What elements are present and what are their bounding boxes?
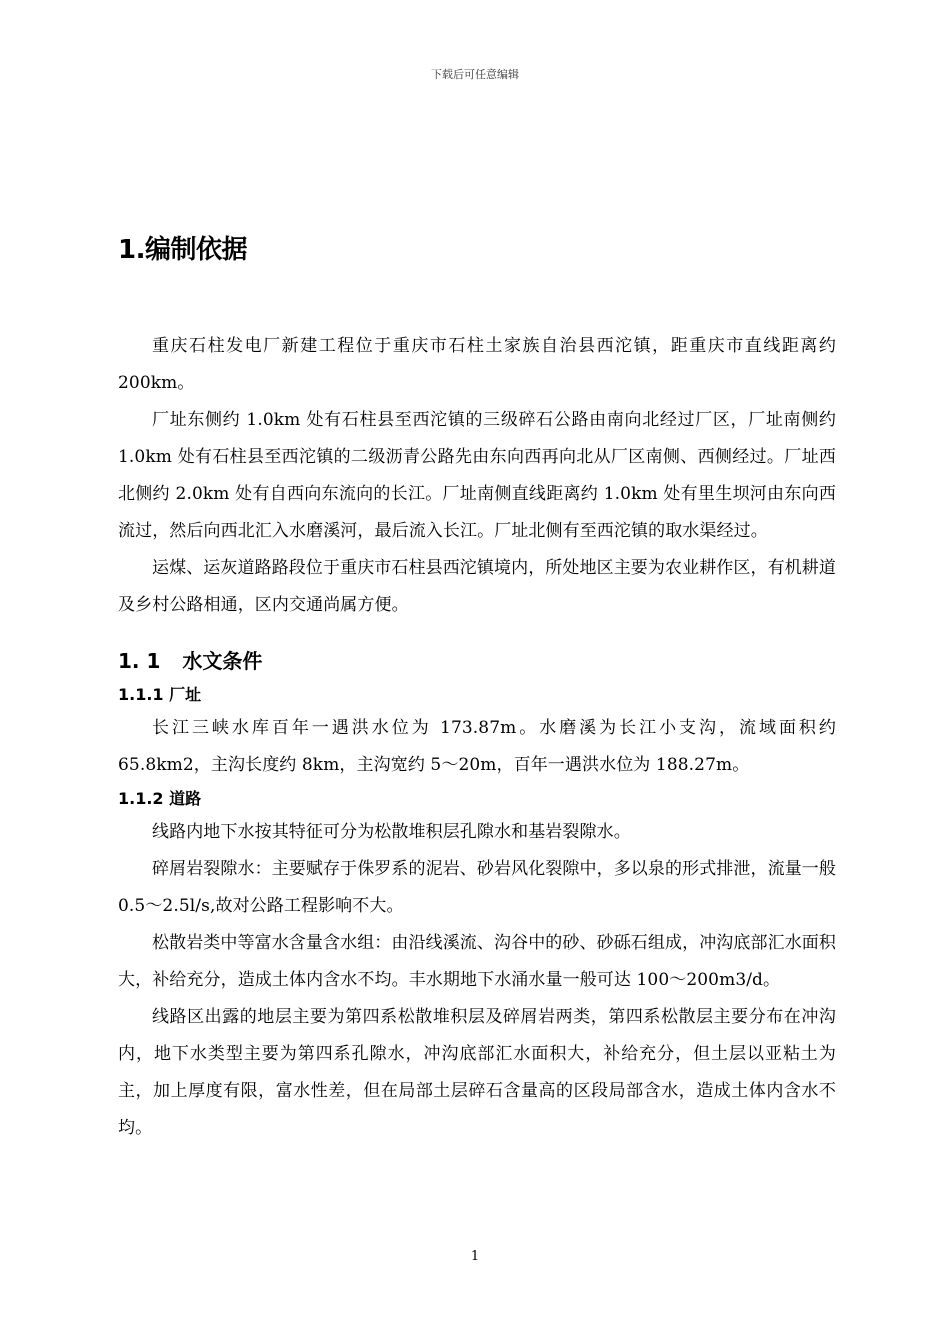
section-heading-1-1 (118, 644, 836, 678)
chapter-title: 1.编制依据 (118, 235, 247, 265)
page-header: 下载后可任意编辑 (431, 68, 519, 81)
intro-paragraph: 厂址东侧约 1.0km 处有石柱县至西沱镇的三级碎石公路由南向北经过厂区，厂址南侧约 1.0km 处有石柱县至西沱镇的二级沥青公路先由东向西再向北从厂区南侧、西侧经过。厂址西北侧约 2.0km 处有自西向东流向的长江。厂址南侧直线距离约 1.0km 处有里生坝河由东向西流过，然后向西北汇入水磨溪河，最后流入长江。厂址北侧有至西沱镇的取水渠经过。 (118, 410, 836, 541)
section-number: 1. 1 (118, 649, 161, 673)
body-paragraph: 线路内地下水按其特征可分为松散堆积层孔隙水和基岩裂隙水。 (152, 822, 631, 842)
page-number: 1 (470, 1249, 480, 1264)
body-paragraph: 线路区出露的地层主要为第四系松散堆积层及碎屑岩两类，第四系松散层主要分布在冲沟内，地下水类型主要为第四系孔隙水，冲沟底部汇水面积大，补给充分，但土层以亚粘土为主，加上厚度有限，富水性差，但在局部土层碎石含量高的区段局部含水，造成土体内含水不均。 (118, 1007, 836, 1138)
subsection-heading-1-1-1: 1.1.1 厂址 (118, 685, 202, 704)
intro-paragraph: 重庆石柱发电厂新建工程位于重庆市石柱土家族自治县西沱镇，距重庆市直线距离约 200km。 (118, 336, 836, 393)
intro-paragraph: 运煤、运灰道路路段位于重庆市石柱县西沱镇境内，所处地区主要为农业耕作区，有机耕道及乡村公路相通，区内交通尚属方便。 (118, 558, 836, 615)
body-paragraph: 碎屑岩裂隙水：主要赋存于侏罗系的泥岩、砂岩风化裂隙中，多以泉的形式排泄，流量一般 0.5～2.5l/s,故对公路工程影响不大。 (118, 859, 836, 916)
body-paragraph: 长江三峡水库百年一遇洪水位为 173.87m。水磨溪为长江小支沟，流域面积约 65.8km2，主沟长度约 8km，主沟宽约 5～20m，百年一遇洪水位为 188.27m。 (118, 718, 836, 775)
document-body (118, 228, 836, 1147)
subsection-heading-1-1-2: 1.1.2 道路 (118, 789, 202, 808)
section-title: 水文条件 (182, 649, 263, 673)
body-paragraph: 松散岩类中等富水含量含水组：由沿线溪流、沟谷中的砂、砂砾石组成，冲沟底部汇水面积大，补给充分，造成土体内含水不均。丰水期地下水涌水量一般可达 100～200m3/d。 (118, 933, 836, 990)
